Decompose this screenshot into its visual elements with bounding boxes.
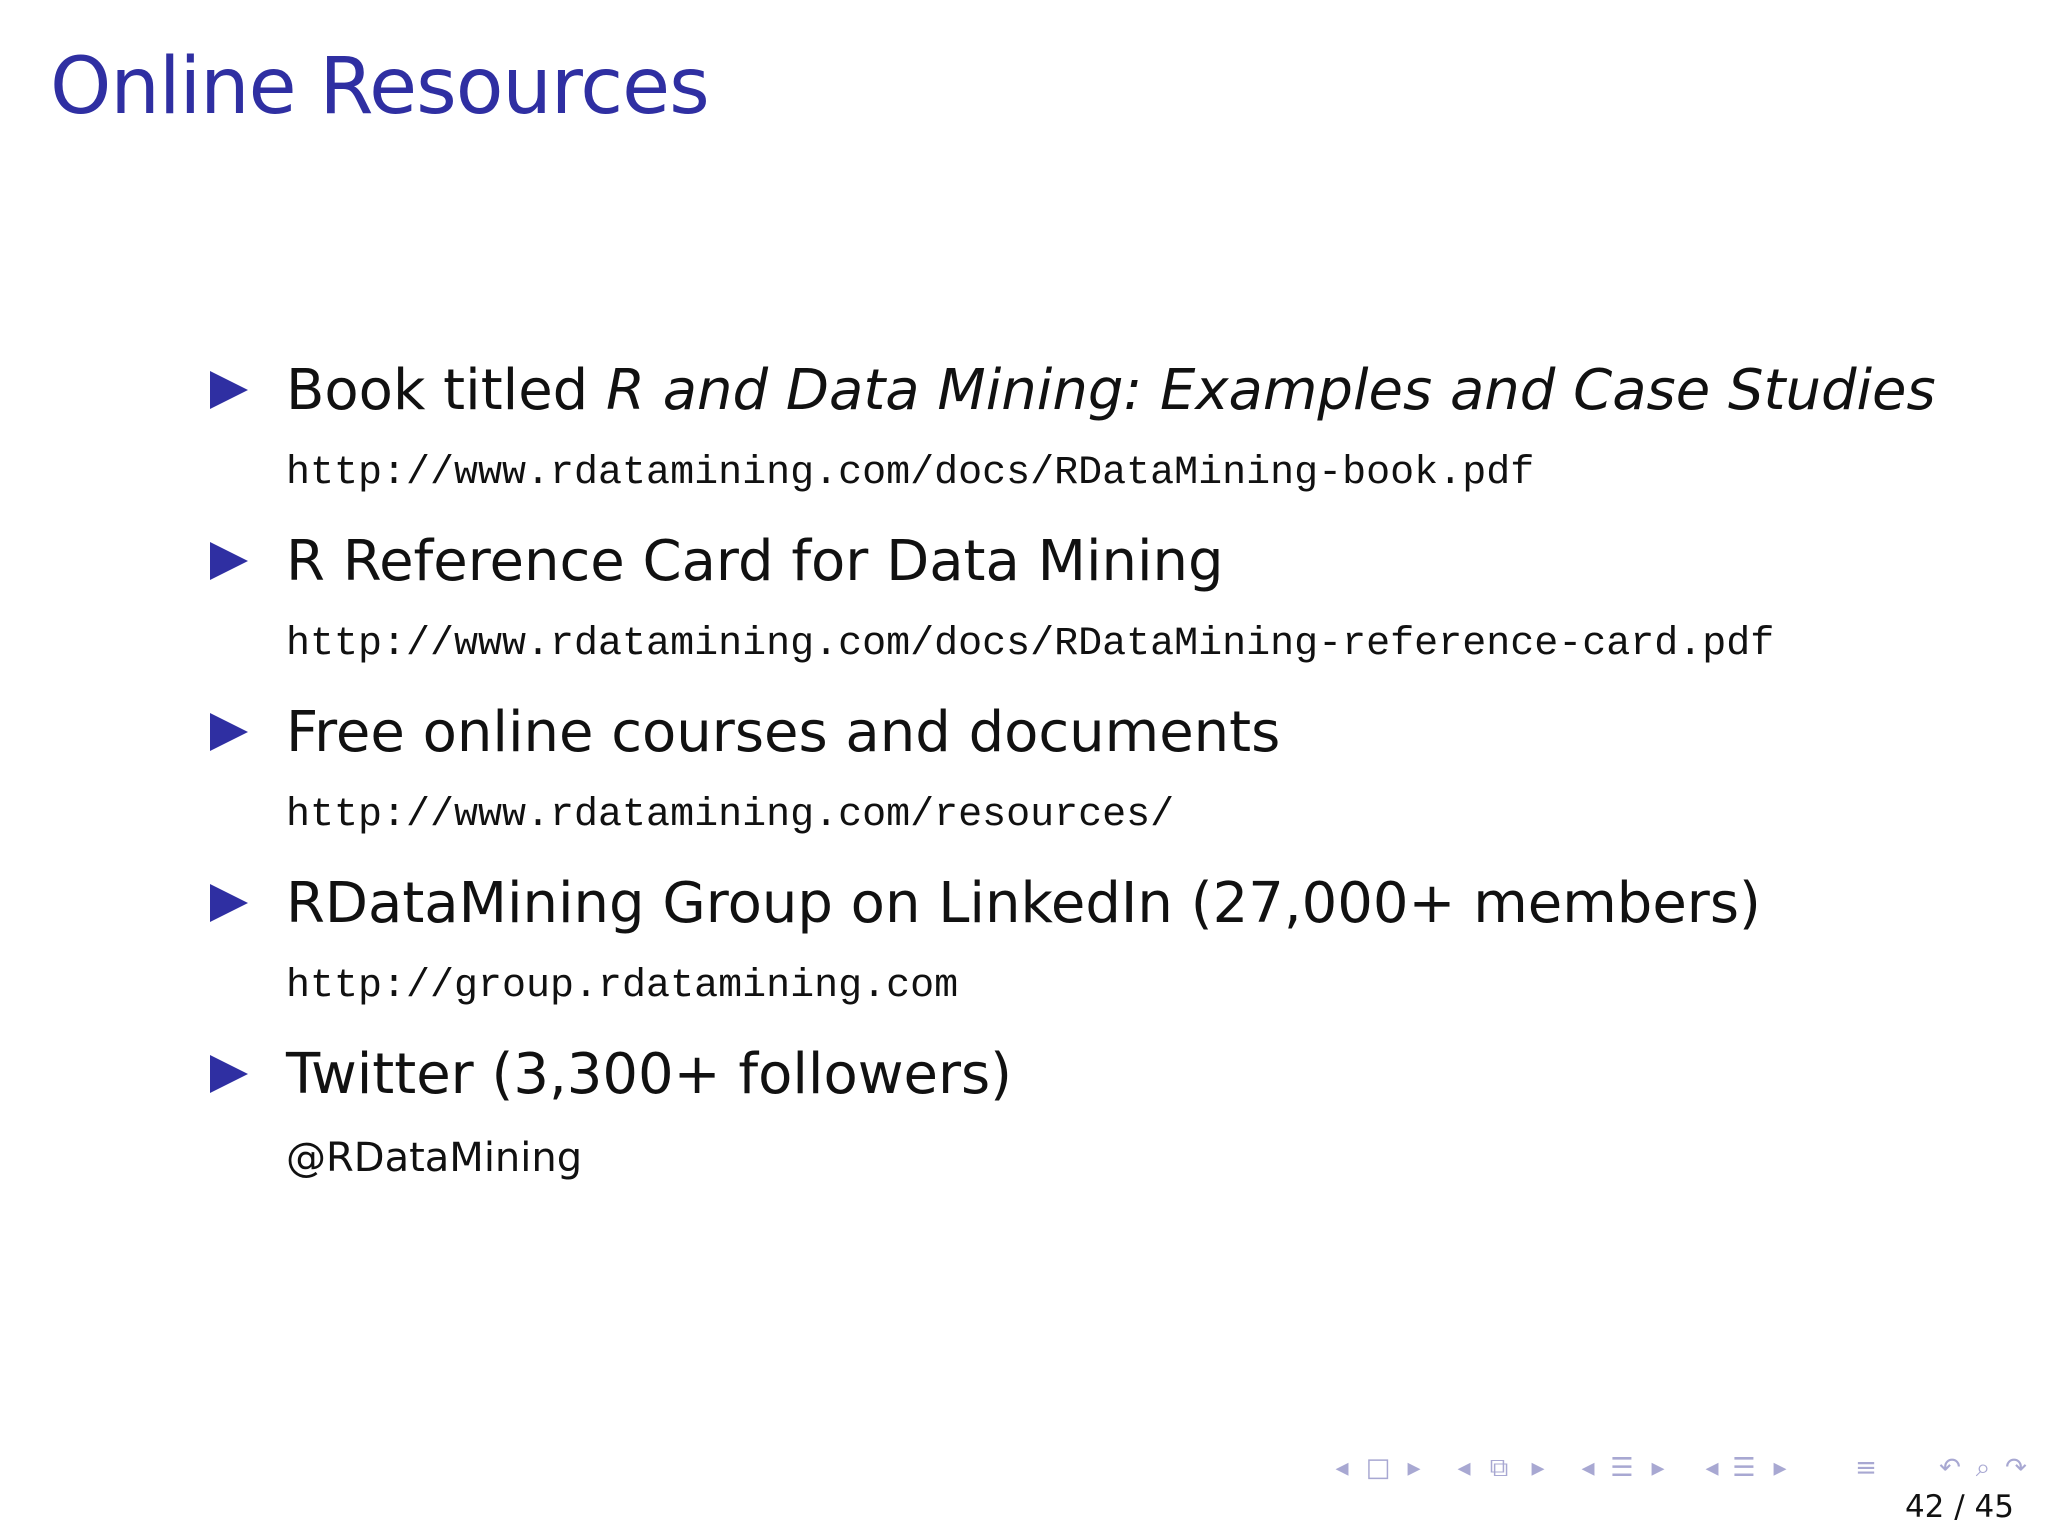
courses-link[interactable]: http://www.rdatamining.com/resources/ bbox=[286, 793, 1175, 838]
blue-triangle-bullet-icon bbox=[210, 1055, 248, 1093]
twitter-title: Twitter (3,300+ followers) bbox=[286, 1042, 1013, 1107]
book-title-italic: R and Data Mining: Examples and Case Studies bbox=[606, 358, 1936, 423]
next-section-arrow-icon[interactable]: ▸ bbox=[1531, 1453, 1545, 1483]
search-icon[interactable]: ⌕ bbox=[1975, 1453, 1991, 1483]
previous-slide-arrow-icon[interactable]: ◂ bbox=[1335, 1453, 1349, 1483]
resource-item-twitter bbox=[210, 1039, 1970, 1210]
book-link[interactable]: http://www.rdatamining.com/docs/RDataMining-book.pdf bbox=[286, 451, 1535, 496]
subsection-list-icon[interactable]: ☰ bbox=[1610, 1453, 1634, 1483]
next-frame-arrow-icon[interactable]: ▸ bbox=[1773, 1453, 1787, 1483]
blue-triangle-bullet-icon bbox=[210, 884, 248, 922]
section-stack-icon[interactable]: ⧉ bbox=[1489, 1453, 1509, 1483]
next-slide-arrow-icon[interactable]: ▸ bbox=[1407, 1453, 1421, 1483]
resource-item-book bbox=[210, 355, 1970, 526]
linkedin-group-title: RDataMining Group on LinkedIn (27,000+ members) bbox=[286, 871, 1761, 936]
reference-card-title: R Reference Card for Data Mining bbox=[286, 529, 1224, 594]
blue-triangle-bullet-icon bbox=[210, 713, 248, 751]
slide-frame-icon[interactable]: □ bbox=[1365, 1453, 1391, 1483]
courses-title: Free online courses and documents bbox=[286, 700, 1281, 765]
linkedin-group-link[interactable]: http://group.rdatamining.com bbox=[286, 964, 959, 1009]
undo-icon[interactable]: ↶ bbox=[1939, 1453, 1961, 1483]
table-of-contents-icon[interactable]: ≡ bbox=[1855, 1453, 1877, 1483]
redo-icon[interactable]: ↷ bbox=[2005, 1453, 2027, 1483]
resource-item-reference-card bbox=[210, 526, 1970, 697]
resource-item-linkedin bbox=[210, 868, 1970, 1039]
blue-triangle-bullet-icon bbox=[210, 371, 248, 409]
blue-triangle-bullet-icon bbox=[210, 542, 248, 580]
frame-list-icon[interactable]: ☰ bbox=[1732, 1453, 1756, 1483]
next-subsection-arrow-icon[interactable]: ▸ bbox=[1651, 1453, 1665, 1483]
page-number: 42 / 45 bbox=[1904, 1489, 2014, 1525]
reference-card-link[interactable]: http://www.rdatamining.com/docs/RDataMining-reference-card.pdf bbox=[286, 622, 1775, 667]
twitter-handle[interactable]: @RDataMining bbox=[286, 1135, 583, 1181]
resource-item-courses bbox=[210, 697, 1970, 868]
previous-frame-arrow-icon[interactable]: ◂ bbox=[1705, 1453, 1719, 1483]
resource-list bbox=[210, 355, 1970, 1210]
previous-section-arrow-icon[interactable]: ◂ bbox=[1457, 1453, 1471, 1483]
previous-subsection-arrow-icon[interactable]: ◂ bbox=[1581, 1453, 1595, 1483]
book-title-prefix: Book titled bbox=[286, 358, 607, 423]
book-title-line bbox=[286, 355, 1936, 427]
slide-navigation-bar bbox=[1330, 1450, 2038, 1486]
slide-title: Online Resources bbox=[50, 42, 709, 132]
